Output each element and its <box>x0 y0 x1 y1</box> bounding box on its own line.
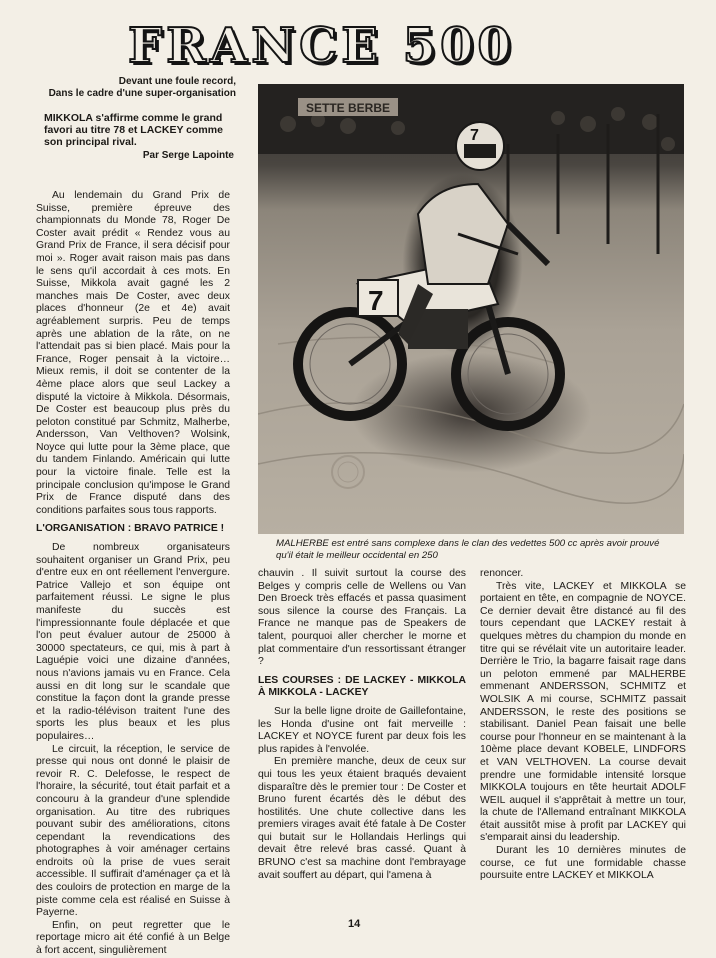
photo-caption: MALHERBE est entré sans complexe dans le clan des vedettes 500 cc après avoir prouvé qu'il était le meilleur occidental en 250 <box>276 538 660 561</box>
paragraph: De nombreux organisateurs souhaitent organiser un Grand Prix, peu d'entre eux en ont réellement l'envergure. Patrice Vallejo et son équipe ont parfaitement réussi. Le signe le plus manifeste du succès est l'impressionnante foule déplacée et que l'on peut évaluer autour de 25000 à 30000 spectateurs, ce qui, mis à part à Laguépie voici une dizaine d'années, nous n'avions jamais vu en France. Cela aussi en dit long sur le scandale que constitue la façon dont la grande presse et la radio-télévison traitent l'une des sports les plus beaux et les plus populaires… <box>36 542 230 742</box>
deck-line-3: MIKKOLA s'affirme comme le grand favori au titre 78 et LACKEY comme son principal rival. <box>44 112 223 148</box>
text-column-3 <box>480 568 686 883</box>
paragraph: En première manche, deux de ceux sur qui tous les yeux étaient braqués devaient disparaître dès le premier tour : De Coster et Bruno furent écartés dès le début des hostilités. Une chute collective dans les premiers virages avait été fatale à De Coster qui butait sur le Hollandais Herlings qui devait être relevé bras cassé. Quant à BRUNO c'est sa machine dont l'embrayage avait souffert au départ, qui l'amena à <box>258 756 466 881</box>
paragraph: Le circuit, la réception, le service de presse qui nous ont donné le plaisir de revoir R. C. Delefosse, le respect de l'horaire, la sécurité, tout était parfait et a concouru à la grandeur d'une splendide organisation. Au titre des rubriques pouvant subir des améliorations, citons cependant la revendications des photographes à voir aménager certains endroits où la prise de vues serait accessible. Il suffirait d'aménager ça et là des couloirs de protection en marge de la piste comme cela est réalisé en Suisse à Payerne. <box>36 743 230 919</box>
text-column-1 <box>36 190 230 958</box>
section-heading: L'ORGANISATION : BRAVO PATRICE ! <box>36 523 225 535</box>
article-deck <box>44 76 236 148</box>
paragraph: chauvin . Il suivit surtout la course des Belges y compris celle de Wellens ou Van Den Broeck très effacés et passa quasiment sous silence la course des Français. La France ne manque pas de Speakers de talent, pourquoi aller chercher le morne et plat commentaire d'un ressortissant étranger ? <box>258 568 466 668</box>
byline: Par Serge Lapointe <box>142 150 234 161</box>
paragraph: Enfin, on peut regretter que le reportage micro ait été confié à un Belge à fort accent, singulièrement <box>36 919 230 957</box>
page-number: 14 <box>348 918 361 930</box>
banner-text: SETTE BERBE <box>306 101 391 115</box>
paragraph: Au lendemain du Grand Prix de Suisse, première épreuve des championnats du Monde 78, Roger De Coster avait prédit « Rendez vous au Grand Prix de France, il sera décisif pour moi ». Roger avait raison mais pas dans le sens qu'il accordait à ces mots. En Suisse, Mikkola avait gagné les 2 manches mais De Coster, avec deux places d'honneur (2e et 4e) avait agréablement surpris. Peu de temps après une ablation de la râte, on ne l'attendait pas si bien placé. Mais pour la France, Roger pensait à la victoire… Mieux remis, il doit se contenter de la 4ème place alors que seul Lackey a disputé la victoire à Mikkola. Désormais, De Coster est beaucoup plus près du peloton constitué par Schmitz, Malherbe, Andersson, Van Velthoven? Wolsink, Noyce qui lutte pour la 3ème place, que du tandem Finlando. Américain qui lutte pour la victoire finale. Telle est la principale conclusion qu'impose le Grand Prix de France disputé dans des conditions parfaites sous tous rapports. <box>36 190 230 516</box>
stamp-watermark <box>328 448 368 496</box>
paragraph: Sur la belle ligne droite de Gaillefontaine, les Honda d'usine ont fait merveille : LACKEY et NOYCE furent par deux fois les plus rapides à l'envolée. <box>258 705 466 755</box>
race-photo <box>258 84 684 534</box>
motocross-illustration <box>258 84 684 534</box>
page-title: FRANCE 500 <box>128 18 515 74</box>
section-heading: LES COURSES : DE LACKEY - MIKKOLA À MIKKOLA - LACKEY <box>258 674 466 699</box>
paragraph: renoncer. <box>480 568 524 579</box>
paragraph: Durant les 10 dernières minutes de course, ce fut une formidable chasse poursuite entre LACKEY et MIKKOLA <box>480 845 686 882</box>
bike-number: 7 <box>368 285 384 316</box>
deck-line-2: Dans le cadre d'une super-organisation <box>48 88 236 99</box>
deck-line-1: Devant une foule record, <box>118 76 236 87</box>
svg-text:7: 7 <box>470 127 479 144</box>
paragraph: Très vite, LACKEY et MIKKOLA se portaient en tête, en compagnie de NOYCE. Ce dernier devait être distancé au fil des tours cependant que LACKEY restait à quelques mètres du champion du monde en titre qui se révélait vite un autoritaire leader. Derrière le Trio, la bagarre faisait rage dans un peloton emmené par MALHERBE emmenant ANDERSSON, SCHMITZ et WOLSIK A mi course, SCHMITZ passait ANDERSSON, le reste des positions se stabilisant. Daniel Pean faisait une belle course pour l'honneur en se maintenant à la 10ème place devant KOBELE, LINDFORS et VAN VELTHOVEN. La course devait prendre une formidable intensité lorsque MIKKOLA toujours en tête heurtait ADOLF WEIL auquel il s'apprêtait à mettre un tour, la chute de l'Allemand entraînant MIKKOLA était aussitôt mise à profit par LACKEY qui s'emparait ainsi du leadership. <box>480 580 686 844</box>
text-column-2 <box>258 568 466 882</box>
